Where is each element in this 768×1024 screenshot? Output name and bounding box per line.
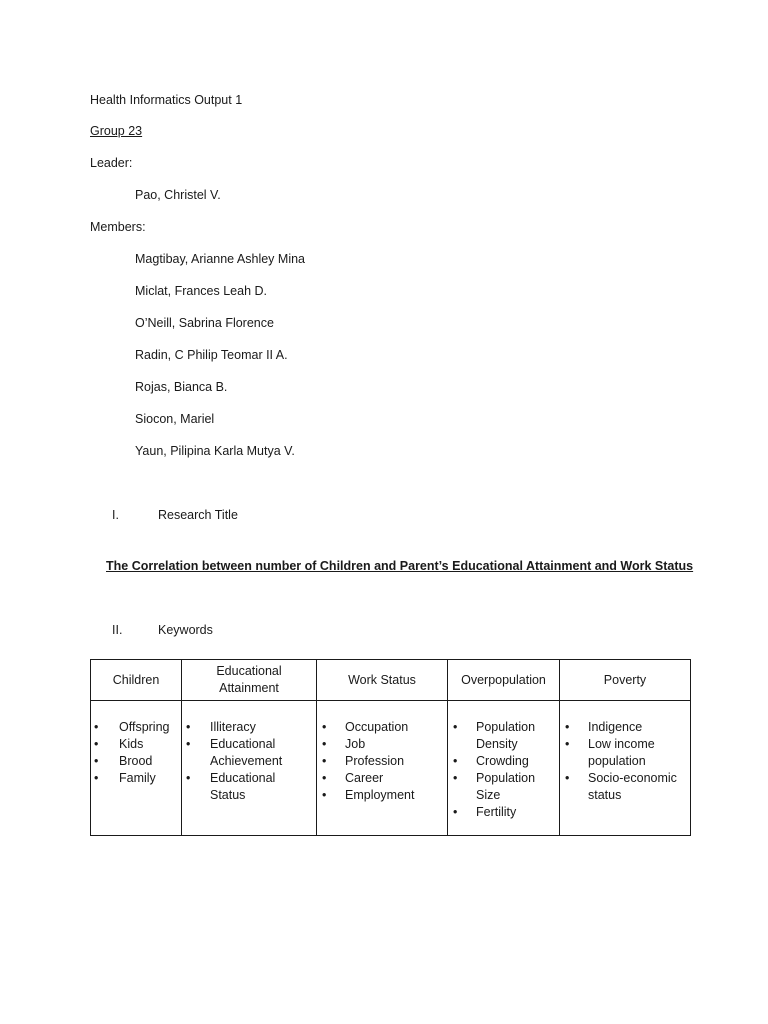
keyword-text: Crowding bbox=[476, 754, 529, 768]
list-item bbox=[448, 804, 559, 821]
bullet-icon: • bbox=[453, 754, 458, 768]
bullet-icon: • bbox=[322, 788, 327, 802]
keyword-list bbox=[448, 719, 559, 821]
keyword-text: Family bbox=[119, 771, 156, 785]
keyword-text: Achievement bbox=[210, 754, 283, 768]
list-item bbox=[317, 736, 447, 753]
keyword-list bbox=[91, 719, 181, 787]
table-header-row bbox=[91, 660, 691, 701]
bullet-icon: • bbox=[186, 720, 191, 734]
section-number: I. bbox=[112, 508, 119, 522]
member-name: O’Neill, Sabrina Florence bbox=[135, 316, 274, 330]
bullet-icon: • bbox=[322, 737, 327, 751]
keyword-text: Population bbox=[476, 720, 536, 734]
list-item bbox=[182, 736, 316, 770]
keyword-list bbox=[317, 719, 447, 804]
section-heading: Research Title bbox=[158, 508, 238, 522]
list-item bbox=[91, 770, 181, 787]
keyword-text: Illiteracy bbox=[210, 720, 256, 734]
list-item bbox=[560, 736, 690, 770]
list-item bbox=[91, 753, 181, 770]
leader-label: Leader: bbox=[90, 156, 133, 170]
bullet-icon: • bbox=[186, 771, 191, 785]
table-cell bbox=[560, 701, 691, 836]
list-item bbox=[317, 787, 447, 804]
member-name: Miclat, Frances Leah D. bbox=[135, 284, 267, 298]
keyword-list bbox=[560, 719, 690, 804]
header-line: Work Status bbox=[348, 672, 416, 687]
keyword-text: Kids bbox=[119, 737, 144, 751]
table-cell bbox=[91, 701, 182, 836]
header-line: Overpopulation bbox=[461, 672, 546, 687]
column-header bbox=[448, 660, 560, 701]
list-item bbox=[560, 770, 690, 804]
keyword-text: Occupation bbox=[345, 720, 409, 734]
table-cell bbox=[317, 701, 448, 836]
list-item bbox=[182, 719, 316, 736]
keyword-text: Low income bbox=[588, 737, 655, 751]
bullet-icon: • bbox=[322, 771, 327, 785]
list-item bbox=[317, 770, 447, 787]
bullet-icon: • bbox=[322, 720, 327, 734]
member-name: Yaun, Pilipina Karla Mutya V. bbox=[135, 444, 295, 458]
bullet-icon: • bbox=[453, 771, 458, 785]
header-line: Poverty bbox=[603, 672, 647, 687]
bullet-icon: • bbox=[94, 754, 99, 768]
bullet-icon: • bbox=[565, 720, 570, 734]
section-heading: Keywords bbox=[158, 623, 213, 637]
column-header bbox=[317, 660, 448, 701]
member-name: Rojas, Bianca B. bbox=[135, 380, 228, 394]
keyword-text: Profession bbox=[345, 754, 405, 768]
list-item bbox=[448, 719, 559, 753]
research-title: The Correlation between number of Children and Parent’s Educational Attainment and Work Status bbox=[106, 559, 694, 573]
keyword-text: Career bbox=[345, 771, 384, 785]
keyword-text: population bbox=[588, 754, 646, 768]
header-line: Attainment bbox=[219, 681, 279, 695]
member-name: Radin, C Philip Teomar II A. bbox=[135, 348, 288, 362]
bullet-icon: • bbox=[565, 737, 570, 751]
bullet-icon: • bbox=[94, 771, 99, 785]
bullet-icon: • bbox=[565, 771, 570, 785]
header-line: Children bbox=[112, 672, 160, 687]
member-name: Siocon, Mariel bbox=[135, 412, 215, 426]
leader-name: Pao, Christel V. bbox=[135, 188, 221, 202]
column-header bbox=[560, 660, 691, 701]
list-item bbox=[317, 753, 447, 770]
table-row bbox=[91, 701, 691, 836]
keyword-text: Job bbox=[345, 737, 366, 751]
list-item bbox=[448, 753, 559, 770]
keyword-text: Educational bbox=[210, 737, 276, 751]
list-item bbox=[91, 719, 181, 736]
bullet-icon: • bbox=[94, 737, 99, 751]
column-header bbox=[182, 660, 317, 701]
column-header bbox=[91, 660, 182, 701]
table-cell bbox=[448, 701, 560, 836]
document-heading: Health Informatics Output 1 bbox=[90, 93, 243, 107]
keyword-text: Fertility bbox=[476, 805, 517, 819]
member-name: Magtibay, Arianne Ashley Mina bbox=[135, 252, 306, 266]
keywords-table bbox=[90, 659, 691, 836]
header-line: Educational bbox=[216, 664, 282, 678]
keyword-text: Offspring bbox=[119, 720, 170, 734]
keyword-text: Educational bbox=[210, 771, 276, 785]
list-item bbox=[560, 719, 690, 736]
keyword-text: Employment bbox=[345, 788, 415, 802]
bullet-icon: • bbox=[94, 720, 99, 734]
keyword-text: Density bbox=[476, 737, 518, 751]
keyword-text: Indigence bbox=[588, 720, 643, 734]
section-number: II. bbox=[112, 623, 123, 637]
bullet-icon: • bbox=[186, 737, 191, 751]
list-item bbox=[91, 736, 181, 753]
list-item bbox=[182, 770, 316, 804]
bullet-icon: • bbox=[322, 754, 327, 768]
keyword-text: status bbox=[588, 788, 622, 802]
keyword-text: Socio-economic bbox=[588, 771, 677, 785]
group-label: Group 23 bbox=[90, 124, 143, 138]
members-label: Members: bbox=[90, 220, 146, 234]
keyword-text: Brood bbox=[119, 754, 153, 768]
keyword-list bbox=[182, 719, 316, 804]
keyword-text: Population bbox=[476, 771, 536, 785]
table-cell bbox=[182, 701, 317, 836]
bullet-icon: • bbox=[453, 805, 458, 819]
list-item bbox=[448, 770, 559, 804]
keyword-text: Size bbox=[476, 788, 501, 802]
bullet-icon: • bbox=[453, 720, 458, 734]
list-item bbox=[317, 719, 447, 736]
keyword-text: Status bbox=[210, 788, 246, 802]
